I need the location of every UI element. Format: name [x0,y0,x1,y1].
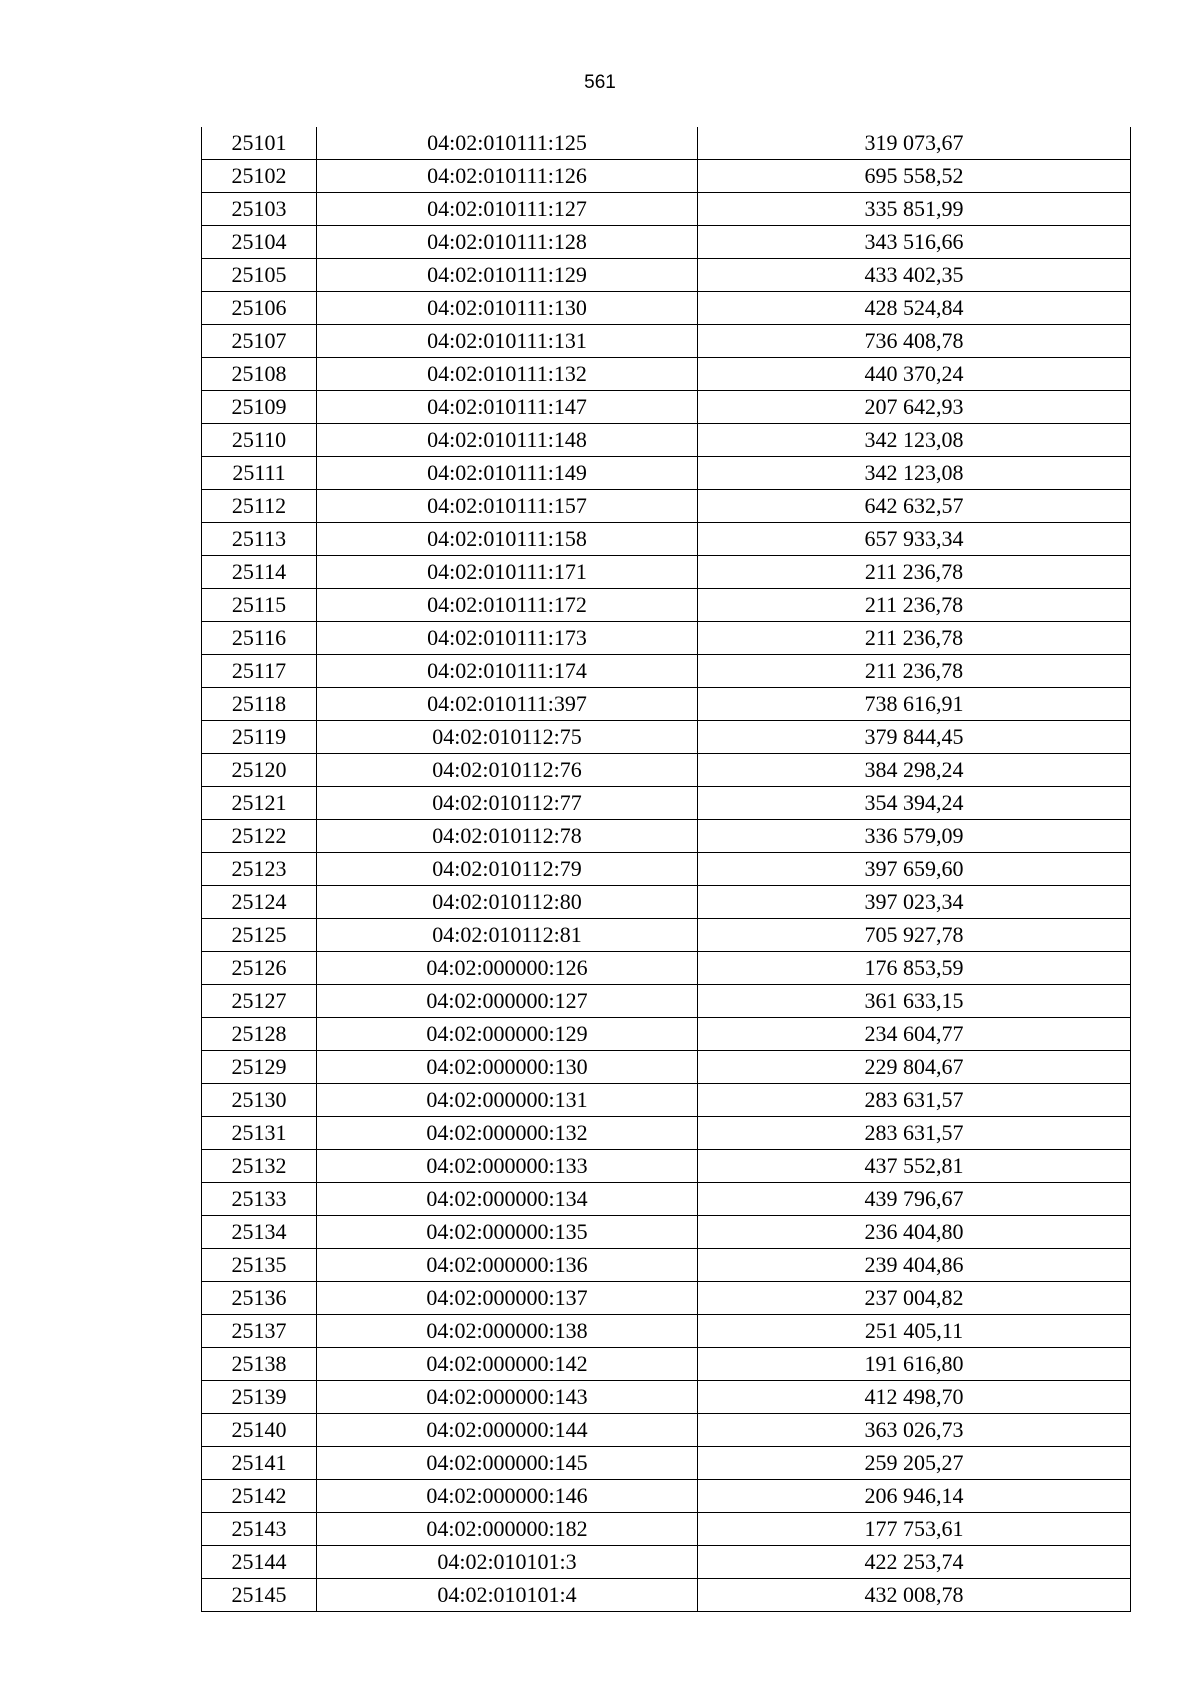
row-number-cell: 25138 [202,1348,317,1381]
cadastral-value-cell: 251 405,11 [698,1315,1131,1348]
cadastral-number-cell: 04:02:010111:147 [317,391,698,424]
table-row [202,1084,1131,1117]
table-row [202,358,1131,391]
cadastral-value-cell: 211 236,78 [698,556,1131,589]
row-number-cell: 25134 [202,1216,317,1249]
table-row [202,1315,1131,1348]
table-row [202,721,1131,754]
cadastral-value-cell: 384 298,24 [698,754,1131,787]
row-number-cell: 25104 [202,226,317,259]
row-number-cell: 25109 [202,391,317,424]
cadastral-value-cell: 705 927,78 [698,919,1131,952]
table-row [202,1117,1131,1150]
cadastral-value-cell: 259 205,27 [698,1447,1131,1480]
table-row [202,1150,1131,1183]
cadastral-value-cell: 177 753,61 [698,1513,1131,1546]
table-row [202,919,1131,952]
cadastral-number-cell: 04:02:010112:75 [317,721,698,754]
row-number-cell: 25125 [202,919,317,952]
row-number-cell: 25119 [202,721,317,754]
cadastral-value-cell: 361 633,15 [698,985,1131,1018]
table-row [202,1018,1131,1051]
cadastral-number-cell: 04:02:000000:131 [317,1084,698,1117]
row-number-cell: 25143 [202,1513,317,1546]
cadastral-value-cell: 237 004,82 [698,1282,1131,1315]
row-number-cell: 25111 [202,457,317,490]
cadastral-value-cell: 211 236,78 [698,655,1131,688]
cadastral-number-cell: 04:02:000000:130 [317,1051,698,1084]
table-row [202,292,1131,325]
cadastral-value-cell: 738 616,91 [698,688,1131,721]
cadastral-value-cell: 343 516,66 [698,226,1131,259]
cadastral-value-cell: 191 616,80 [698,1348,1131,1381]
table-row [202,424,1131,457]
cadastral-value-cell: 319 073,67 [698,127,1131,160]
cadastral-number-cell: 04:02:000000:145 [317,1447,698,1480]
row-number-cell: 25131 [202,1117,317,1150]
cadastral-value-cell: 433 402,35 [698,259,1131,292]
table-row [202,127,1131,160]
row-number-cell: 25137 [202,1315,317,1348]
table-row [202,193,1131,226]
cadastral-number-cell: 04:02:010101:3 [317,1546,698,1579]
cadastral-number-cell: 04:02:010111:148 [317,424,698,457]
cadastral-value-cell: 432 008,78 [698,1579,1131,1612]
cadastral-number-cell: 04:02:010111:172 [317,589,698,622]
cadastral-number-cell: 04:02:010111:126 [317,160,698,193]
row-number-cell: 25123 [202,853,317,886]
row-number-cell: 25141 [202,1447,317,1480]
row-number-cell: 25116 [202,622,317,655]
table-row [202,820,1131,853]
cadastral-number-cell: 04:02:010111:174 [317,655,698,688]
cadastral-value-cell: 239 404,86 [698,1249,1131,1282]
table-row [202,952,1131,985]
table-row [202,754,1131,787]
cadastral-number-cell: 04:02:010111:127 [317,193,698,226]
cadastral-value-cell: 234 604,77 [698,1018,1131,1051]
cadastral-number-cell: 04:02:010111:397 [317,688,698,721]
cadastral-number-cell: 04:02:010111:128 [317,226,698,259]
cadastral-number-cell: 04:02:010112:76 [317,754,698,787]
cadastral-value-table [201,127,1131,1612]
row-number-cell: 25105 [202,259,317,292]
cadastral-number-cell: 04:02:000000:135 [317,1216,698,1249]
table-row [202,1546,1131,1579]
table-row [202,622,1131,655]
cadastral-value-cell: 397 659,60 [698,853,1131,886]
cadastral-value-cell: 342 123,08 [698,424,1131,457]
table-row [202,1480,1131,1513]
row-number-cell: 25130 [202,1084,317,1117]
cadastral-number-cell: 04:02:010111:158 [317,523,698,556]
cadastral-value-cell: 412 498,70 [698,1381,1131,1414]
cadastral-number-cell: 04:02:000000:137 [317,1282,698,1315]
row-number-cell: 25113 [202,523,317,556]
cadastral-number-cell: 04:02:000000:126 [317,952,698,985]
row-number-cell: 25102 [202,160,317,193]
row-number-cell: 25101 [202,127,317,160]
cadastral-value-cell: 229 804,67 [698,1051,1131,1084]
table-row [202,589,1131,622]
table-row [202,1414,1131,1447]
table-row [202,1216,1131,1249]
cadastral-value-cell: 642 632,57 [698,490,1131,523]
table-body [202,127,1131,1612]
cadastral-number-cell: 04:02:000000:142 [317,1348,698,1381]
cadastral-value-cell: 354 394,24 [698,787,1131,820]
cadastral-number-cell: 04:02:010112:78 [317,820,698,853]
cadastral-value-cell: 211 236,78 [698,622,1131,655]
cadastral-value-cell: 342 123,08 [698,457,1131,490]
row-number-cell: 25127 [202,985,317,1018]
cadastral-value-cell: 440 370,24 [698,358,1131,391]
page-number: 561 [584,72,616,93]
row-number-cell: 25128 [202,1018,317,1051]
cadastral-value-cell: 283 631,57 [698,1117,1131,1150]
cadastral-number-cell: 04:02:000000:136 [317,1249,698,1282]
table-row [202,688,1131,721]
row-number-cell: 25112 [202,490,317,523]
row-number-cell: 25126 [202,952,317,985]
cadastral-number-cell: 04:02:000000:132 [317,1117,698,1150]
row-number-cell: 25132 [202,1150,317,1183]
cadastral-value-cell: 283 631,57 [698,1084,1131,1117]
cadastral-number-cell: 04:02:010111:157 [317,490,698,523]
row-number-cell: 25124 [202,886,317,919]
table-row [202,1051,1131,1084]
cadastral-number-cell: 04:02:010112:79 [317,853,698,886]
cadastral-value-cell: 439 796,67 [698,1183,1131,1216]
table-row [202,391,1131,424]
cadastral-value-cell: 422 253,74 [698,1546,1131,1579]
row-number-cell: 25140 [202,1414,317,1447]
cadastral-value-cell: 336 579,09 [698,820,1131,853]
cadastral-value-cell: 236 404,80 [698,1216,1131,1249]
cadastral-value-cell: 437 552,81 [698,1150,1131,1183]
cadastral-value-cell: 428 524,84 [698,292,1131,325]
cadastral-number-cell: 04:02:000000:146 [317,1480,698,1513]
cadastral-value-cell: 206 946,14 [698,1480,1131,1513]
cadastral-value-cell: 379 844,45 [698,721,1131,754]
row-number-cell: 25122 [202,820,317,853]
cadastral-number-cell: 04:02:000000:134 [317,1183,698,1216]
row-number-cell: 25121 [202,787,317,820]
row-number-cell: 25133 [202,1183,317,1216]
table-row [202,655,1131,688]
cadastral-number-cell: 04:02:010111:149 [317,457,698,490]
table-row [202,1513,1131,1546]
table-row [202,1579,1131,1612]
cadastral-number-cell: 04:02:000000:144 [317,1414,698,1447]
cadastral-value-cell: 335 851,99 [698,193,1131,226]
cadastral-number-cell: 04:02:010111:132 [317,358,698,391]
cadastral-value-cell: 207 642,93 [698,391,1131,424]
cadastral-number-cell: 04:02:000000:133 [317,1150,698,1183]
table-row [202,490,1131,523]
table-row [202,556,1131,589]
row-number-cell: 25139 [202,1381,317,1414]
table-row [202,886,1131,919]
row-number-cell: 25114 [202,556,317,589]
table-row [202,1282,1131,1315]
row-number-cell: 25142 [202,1480,317,1513]
cadastral-number-cell: 04:02:010112:80 [317,886,698,919]
row-number-cell: 25103 [202,193,317,226]
table-row [202,1447,1131,1480]
cadastral-value-cell: 657 933,34 [698,523,1131,556]
cadastral-number-cell: 04:02:000000:182 [317,1513,698,1546]
table-row [202,457,1131,490]
cadastral-number-cell: 04:02:010111:173 [317,622,698,655]
cadastral-value-cell: 176 853,59 [698,952,1131,985]
row-number-cell: 25107 [202,325,317,358]
table-row [202,1183,1131,1216]
table-row [202,787,1131,820]
cadastral-number-cell: 04:02:010111:171 [317,556,698,589]
row-number-cell: 25144 [202,1546,317,1579]
table-row [202,1348,1131,1381]
cadastral-number-cell: 04:02:000000:143 [317,1381,698,1414]
row-number-cell: 25129 [202,1051,317,1084]
table-row [202,523,1131,556]
cadastral-number-cell: 04:02:010112:77 [317,787,698,820]
cadastral-number-cell: 04:02:010111:130 [317,292,698,325]
table-row [202,325,1131,358]
cadastral-value-cell: 397 023,34 [698,886,1131,919]
cadastral-number-cell: 04:02:010111:129 [317,259,698,292]
row-number-cell: 25115 [202,589,317,622]
cadastral-number-cell: 04:02:010111:125 [317,127,698,160]
table-row [202,985,1131,1018]
row-number-cell: 25120 [202,754,317,787]
table-row [202,259,1131,292]
cadastral-value-cell: 736 408,78 [698,325,1131,358]
cadastral-number-cell: 04:02:010101:4 [317,1579,698,1612]
row-number-cell: 25110 [202,424,317,457]
row-number-cell: 25135 [202,1249,317,1282]
table-row [202,853,1131,886]
row-number-cell: 25136 [202,1282,317,1315]
row-number-cell: 25108 [202,358,317,391]
table-row [202,160,1131,193]
cadastral-number-cell: 04:02:010112:81 [317,919,698,952]
cadastral-number-cell: 04:02:010111:131 [317,325,698,358]
cadastral-number-cell: 04:02:000000:127 [317,985,698,1018]
table-row [202,1381,1131,1414]
row-number-cell: 25117 [202,655,317,688]
row-number-cell: 25145 [202,1579,317,1612]
row-number-cell: 25118 [202,688,317,721]
cadastral-number-cell: 04:02:000000:129 [317,1018,698,1051]
table-row [202,1249,1131,1282]
cadastral-number-cell: 04:02:000000:138 [317,1315,698,1348]
table-row [202,226,1131,259]
cadastral-value-cell: 363 026,73 [698,1414,1131,1447]
cadastral-value-cell: 695 558,52 [698,160,1131,193]
row-number-cell: 25106 [202,292,317,325]
cadastral-value-cell: 211 236,78 [698,589,1131,622]
